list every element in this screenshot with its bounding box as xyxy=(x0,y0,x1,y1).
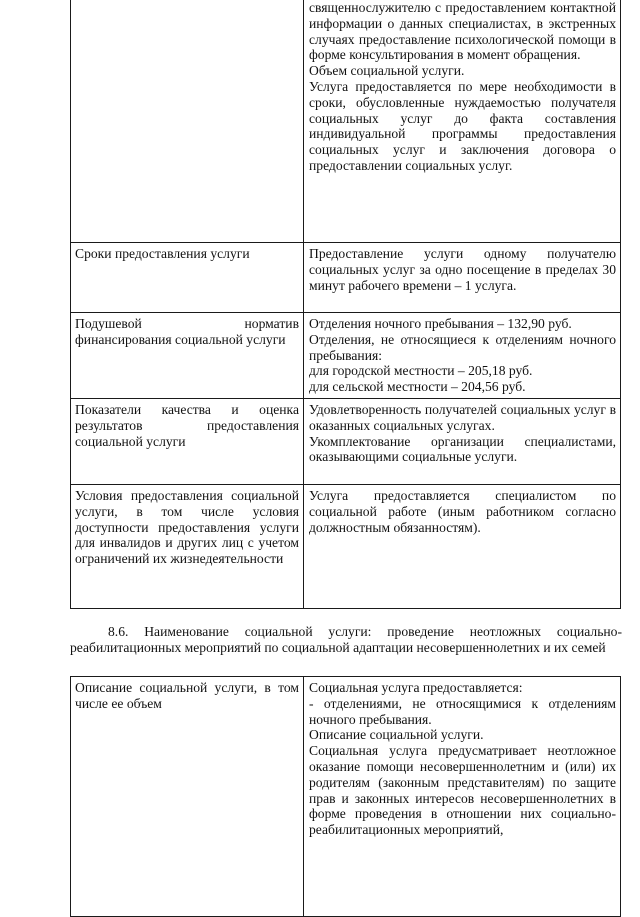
row-value-cell xyxy=(304,399,621,485)
paragraph: для сельской местности – 204,56 руб. xyxy=(309,379,526,395)
row-label-cell xyxy=(71,0,304,243)
row-value-cell xyxy=(304,677,621,917)
paragraph: - отделениями, не относящимися к отделениям ночного пребывания. xyxy=(309,695,616,727)
row-label-cell: Условия предоставления социальной услуги, в том числе условия доступности предоставления услуги для инвалидов и других лиц с учетом ограничений их жизнедеятельности xyxy=(71,485,304,609)
paragraph: Объем социальной услуги. xyxy=(309,63,465,79)
table-row xyxy=(71,313,621,399)
paragraph: Предоставление услуги одному получателю социальных услуг за одно посещение в пределах 30 минут рабочего времени – 1 услуга. xyxy=(309,246,616,293)
row-value-cell xyxy=(304,243,621,313)
paragraph: Укомплектование организации специалистами, оказывающими социальные услуги. xyxy=(309,433,616,465)
paragraph: для городской местности – 205,18 руб. xyxy=(309,363,533,379)
table-row xyxy=(71,0,621,243)
paragraph: Отделения ночного пребывания – 132,90 руб. xyxy=(309,316,572,331)
table-row xyxy=(71,677,621,917)
row-label-cell: Описание социальной услуги, в том числе ее объем xyxy=(71,677,304,917)
paragraph: Услуга предоставляется по мере необходимости в сроки, обусловленные нуждаемостью получателя социальных услуг до факта составления индивидуальной программы предоставления социальных услуг и заключения договора о предоставлении социальных услуг. xyxy=(309,78,616,173)
paragraph: Удовлетворенность получателей социальных услуг в оказанных социальных услугах. xyxy=(309,402,616,433)
table-row xyxy=(71,243,621,313)
paragraph: Описание социальной услуги. xyxy=(309,727,484,743)
row-value-cell xyxy=(304,485,621,609)
service-table-continued xyxy=(70,0,621,609)
row-value-cell xyxy=(304,313,621,399)
paragraph: Социальная услуга предоставляется: xyxy=(309,680,523,695)
table-row xyxy=(71,399,621,485)
paragraph: Услуга предоставляется специалистом по социальной работе (иным работником согласно должностным обязанностям). xyxy=(309,488,616,535)
paragraph: Социальная услуга предусматривает неотложное оказание помощи несовершеннолетним и (или) их родителям (законным представителям) по защите прав и законных интересов несовершеннолетних в форме проведения в отношении них социально-реабилитационных мероприятий, xyxy=(309,743,616,838)
paragraph: Отделения, не относящиеся к отделениям ночного пребывания: xyxy=(309,331,616,363)
table-row xyxy=(71,485,621,609)
row-value-cell xyxy=(304,0,621,243)
section-heading: 8.6. Наименование социальной услуги: проведение неотложных социально-реабилитационных мероприятий по социальной адаптации несовершеннолетних и их семей xyxy=(70,624,622,655)
row-label-cell: Показатели качества и оценка результатов предоставления социальной услуги xyxy=(71,399,304,485)
service-table-8-6 xyxy=(70,676,621,917)
paragraph: священнослужителю с предоставлением контактной информации о данных специалистах, в экстренных случаях предоставление психологической помощи в форме консультирования в момент обращения. xyxy=(309,0,616,63)
row-label-cell: Сроки предоставления услуги xyxy=(71,243,304,313)
row-label-cell: Подушевой норматив финансирования социальной услуги xyxy=(71,313,304,399)
